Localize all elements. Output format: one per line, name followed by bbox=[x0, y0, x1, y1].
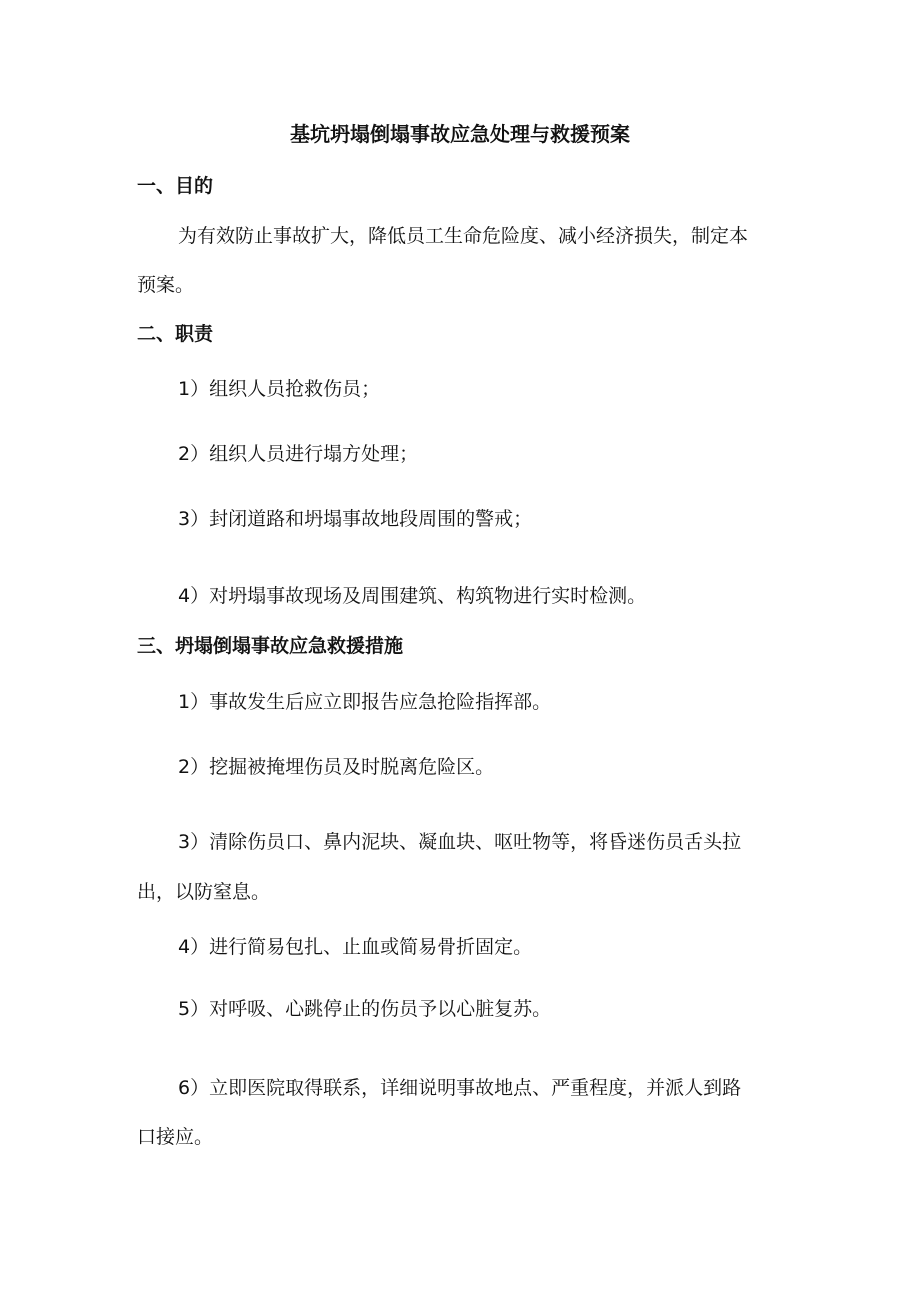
duties-item-3: 3）封闭道路和坍塌事故地段周围的警戒； bbox=[178, 508, 533, 530]
purpose-paragraph-line-2: 预案。 bbox=[137, 274, 195, 296]
rescue-item-3-line-2: 出，以防窒息。 bbox=[137, 881, 271, 903]
rescue-item-2: 2）挖掘被掩埋伤员及时脱离危险区。 bbox=[178, 756, 495, 778]
section-heading-purpose: 一、目的 bbox=[137, 175, 214, 197]
rescue-item-6-line-1: 6）立即医院取得联系，详细说明事故地点、严重程度，并派人到路 bbox=[178, 1077, 742, 1099]
section-heading-rescue-measures: 三、坍塌倒塌事故应急救援措施 bbox=[137, 635, 404, 657]
rescue-item-5: 5）对呼吸、心跳停止的伤员予以心脏复苏。 bbox=[178, 998, 552, 1020]
duties-item-1: 1）组织人员抢救伤员； bbox=[178, 378, 381, 400]
purpose-paragraph-line-1: 为有效防止事故扩大，降低员工生命危险度、减小经济损失，制定本 bbox=[178, 225, 749, 247]
rescue-item-6-line-2: 口接应。 bbox=[137, 1126, 214, 1148]
section-heading-duties: 二、职责 bbox=[137, 323, 214, 345]
document-title: 基坑坍塌倒塌事故应急处理与救援预案 bbox=[290, 122, 630, 146]
rescue-item-1: 1）事故发生后应立即报告应急抢险指挥部。 bbox=[178, 691, 552, 713]
duties-item-4: 4）对坍塌事故现场及周围建筑、构筑物进行实时检测。 bbox=[178, 585, 647, 607]
rescue-item-4: 4）进行简易包扎、止血或简易骨折固定。 bbox=[178, 936, 533, 958]
rescue-item-3-line-1: 3）清除伤员口、鼻内泥块、凝血块、呕吐物等，将昏迷伤员舌头拉 bbox=[178, 831, 742, 853]
duties-item-2: 2）组织人员进行塌方处理； bbox=[178, 443, 419, 465]
